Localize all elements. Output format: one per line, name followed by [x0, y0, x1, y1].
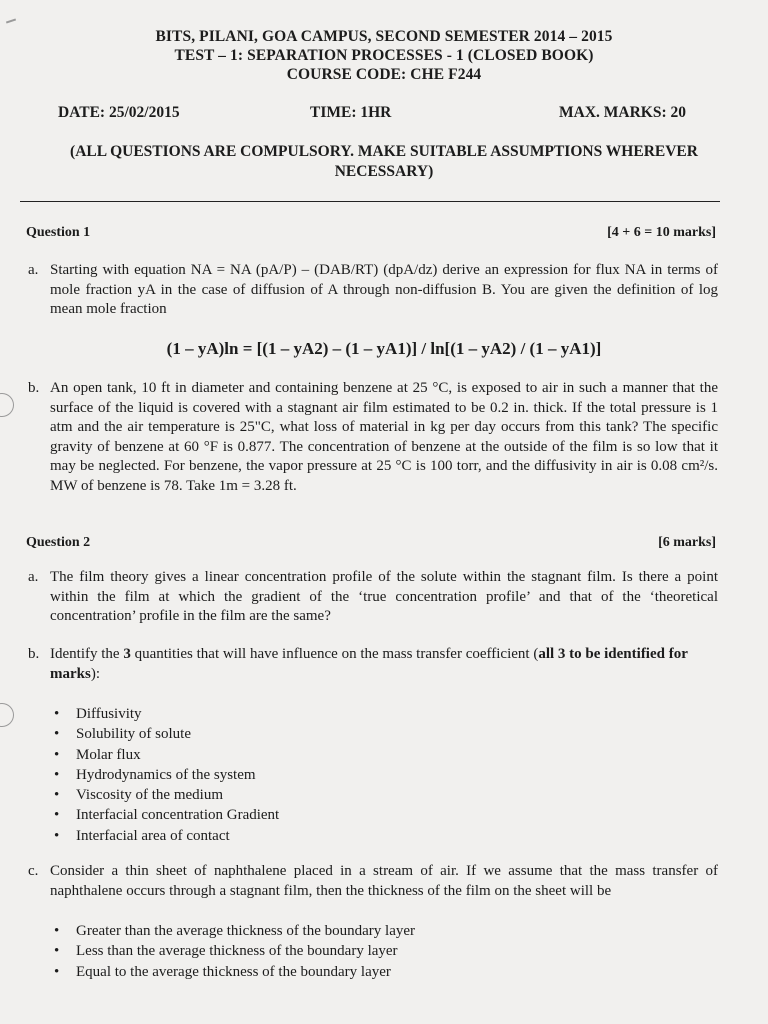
exam-max-marks: MAX. MARKS: 20: [559, 104, 686, 121]
question-2c-text: Consider a thin sheet of naphthalene placed in a stream of air. If we assume that the mass transfer of naphthalene occurs through a stagnant film, then the thickness of the film on the sheet will be: [50, 863, 718, 899]
header-test-title: TEST – 1: SEPARATION PROCESSES - 1 (CLOSED BOOK): [174, 47, 594, 64]
list-item: • Equal to the average thickness of the boundary layer: [50, 962, 415, 982]
question-2b-text-mid: quantities that will have influence on the mass transfer coefficient (: [130, 646, 539, 662]
question-1b-text: An open tank, 10 ft in diameter and containing benzene at 25 °C, is exposed to air in such a manner that the surface of the liquid is covered with a stagnant air film estimated to be 0.2 in. thick. If the total pressure is 1 atm and the air temperature is 25"C, what loss of material in kg per day occurs from this tank? The specific gravity of benzene at 60 °F is 0.877. The concentration of benzene at the outside of the film is so low that it may be neglected. For benzene, the vapor pressure at 25 °C is 100 torr, and the diffusivity in air is 0.08 cm²/s. MW of benzene is 78. Take 1m = 3.28 ft.: [50, 380, 718, 494]
list-item: • Greater than the average thickness of the boundary layer: [50, 921, 415, 941]
question-2b-label: b.: [28, 646, 40, 662]
list-item: • Interfacial concentration Gradient: [50, 805, 279, 825]
exam-time: TIME: 1HR: [310, 104, 392, 121]
question-1a-label: a.: [28, 262, 39, 278]
question-2c-options: [50, 921, 415, 982]
question-1a: [24, 261, 718, 320]
punch-hole-mark: [0, 703, 14, 727]
question-2b-emphasis: all 3 to be identified for marks: [50, 646, 688, 682]
log-mean-equation: (1 – yA)ln = [(1 – yA2) – (1 – yA1)] / ln[(1 – yA2) / (1 – yA1)]: [166, 339, 602, 358]
scan-mark: [6, 19, 16, 24]
question-2b-options: [50, 704, 279, 846]
question-1-heading: [26, 225, 716, 241]
list-item: • Less than the average thickness of the boundary layer: [50, 941, 415, 961]
question-2c: [24, 862, 718, 901]
question-1-title: Question 1: [26, 225, 91, 240]
list-item: • Viscosity of the medium: [50, 785, 279, 805]
list-item: • Hydrodynamics of the system: [50, 765, 279, 785]
instructions-line-1: (ALL QUESTIONS ARE COMPULSORY. MAKE SUITABLE ASSUMPTIONS WHEREVER: [70, 143, 698, 160]
list-item: • Interfacial area of contact: [50, 826, 279, 846]
question-2-title: Question 2: [26, 535, 91, 550]
question-2b-text: [50, 645, 718, 684]
question-2a-text: The film theory gives a linear concentration profile of the solute within the stagnant film. Is there a point within the film at which the gradient of the ‘true concentration profile’ and that of the ‘theoretical concentration’ profile in the film are the same?: [50, 569, 718, 624]
exam-date: DATE: 25/02/2015: [58, 104, 180, 121]
instructions-line-2: NECESSARY): [334, 163, 434, 180]
exam-instructions: [20, 142, 748, 182]
question-2-marks: [6 marks]: [658, 535, 716, 550]
question-2b-text-suffix: ):: [90, 665, 101, 682]
question-1a-text: Starting with equation NA = NA (pA/P) – (DAB/RT) (dpA/dz) derive an expression for flux NA in terms of mole fraction yA in the case of diffusion of A through non-diffusion B. You are given the definition of log mean mole fraction: [50, 262, 718, 317]
question-2c-label: c.: [28, 863, 39, 879]
question-2-heading: [26, 535, 716, 551]
question-1b: [24, 379, 718, 496]
question-2b-text-prefix: Identify the: [50, 646, 124, 662]
header-university: BITS, PILANI, GOA CAMPUS, SECOND SEMESTER 2014 – 2015: [155, 28, 613, 45]
list-item: • Diffusivity: [50, 704, 279, 724]
question-2b-count: 3: [123, 646, 131, 662]
question-2a-label: a.: [28, 569, 39, 585]
punch-hole-mark: [0, 393, 14, 417]
header-course-code: COURSE CODE: CHE F244: [286, 66, 482, 83]
question-1b-label: b.: [28, 380, 40, 396]
list-item: • Molar flux: [50, 745, 279, 765]
list-item: • Solubility of solute: [50, 724, 279, 744]
question-2b: [24, 645, 718, 684]
header-divider: [20, 201, 720, 202]
question-2a: [24, 568, 718, 627]
question-1-marks: [4 + 6 = 10 marks]: [607, 225, 716, 240]
